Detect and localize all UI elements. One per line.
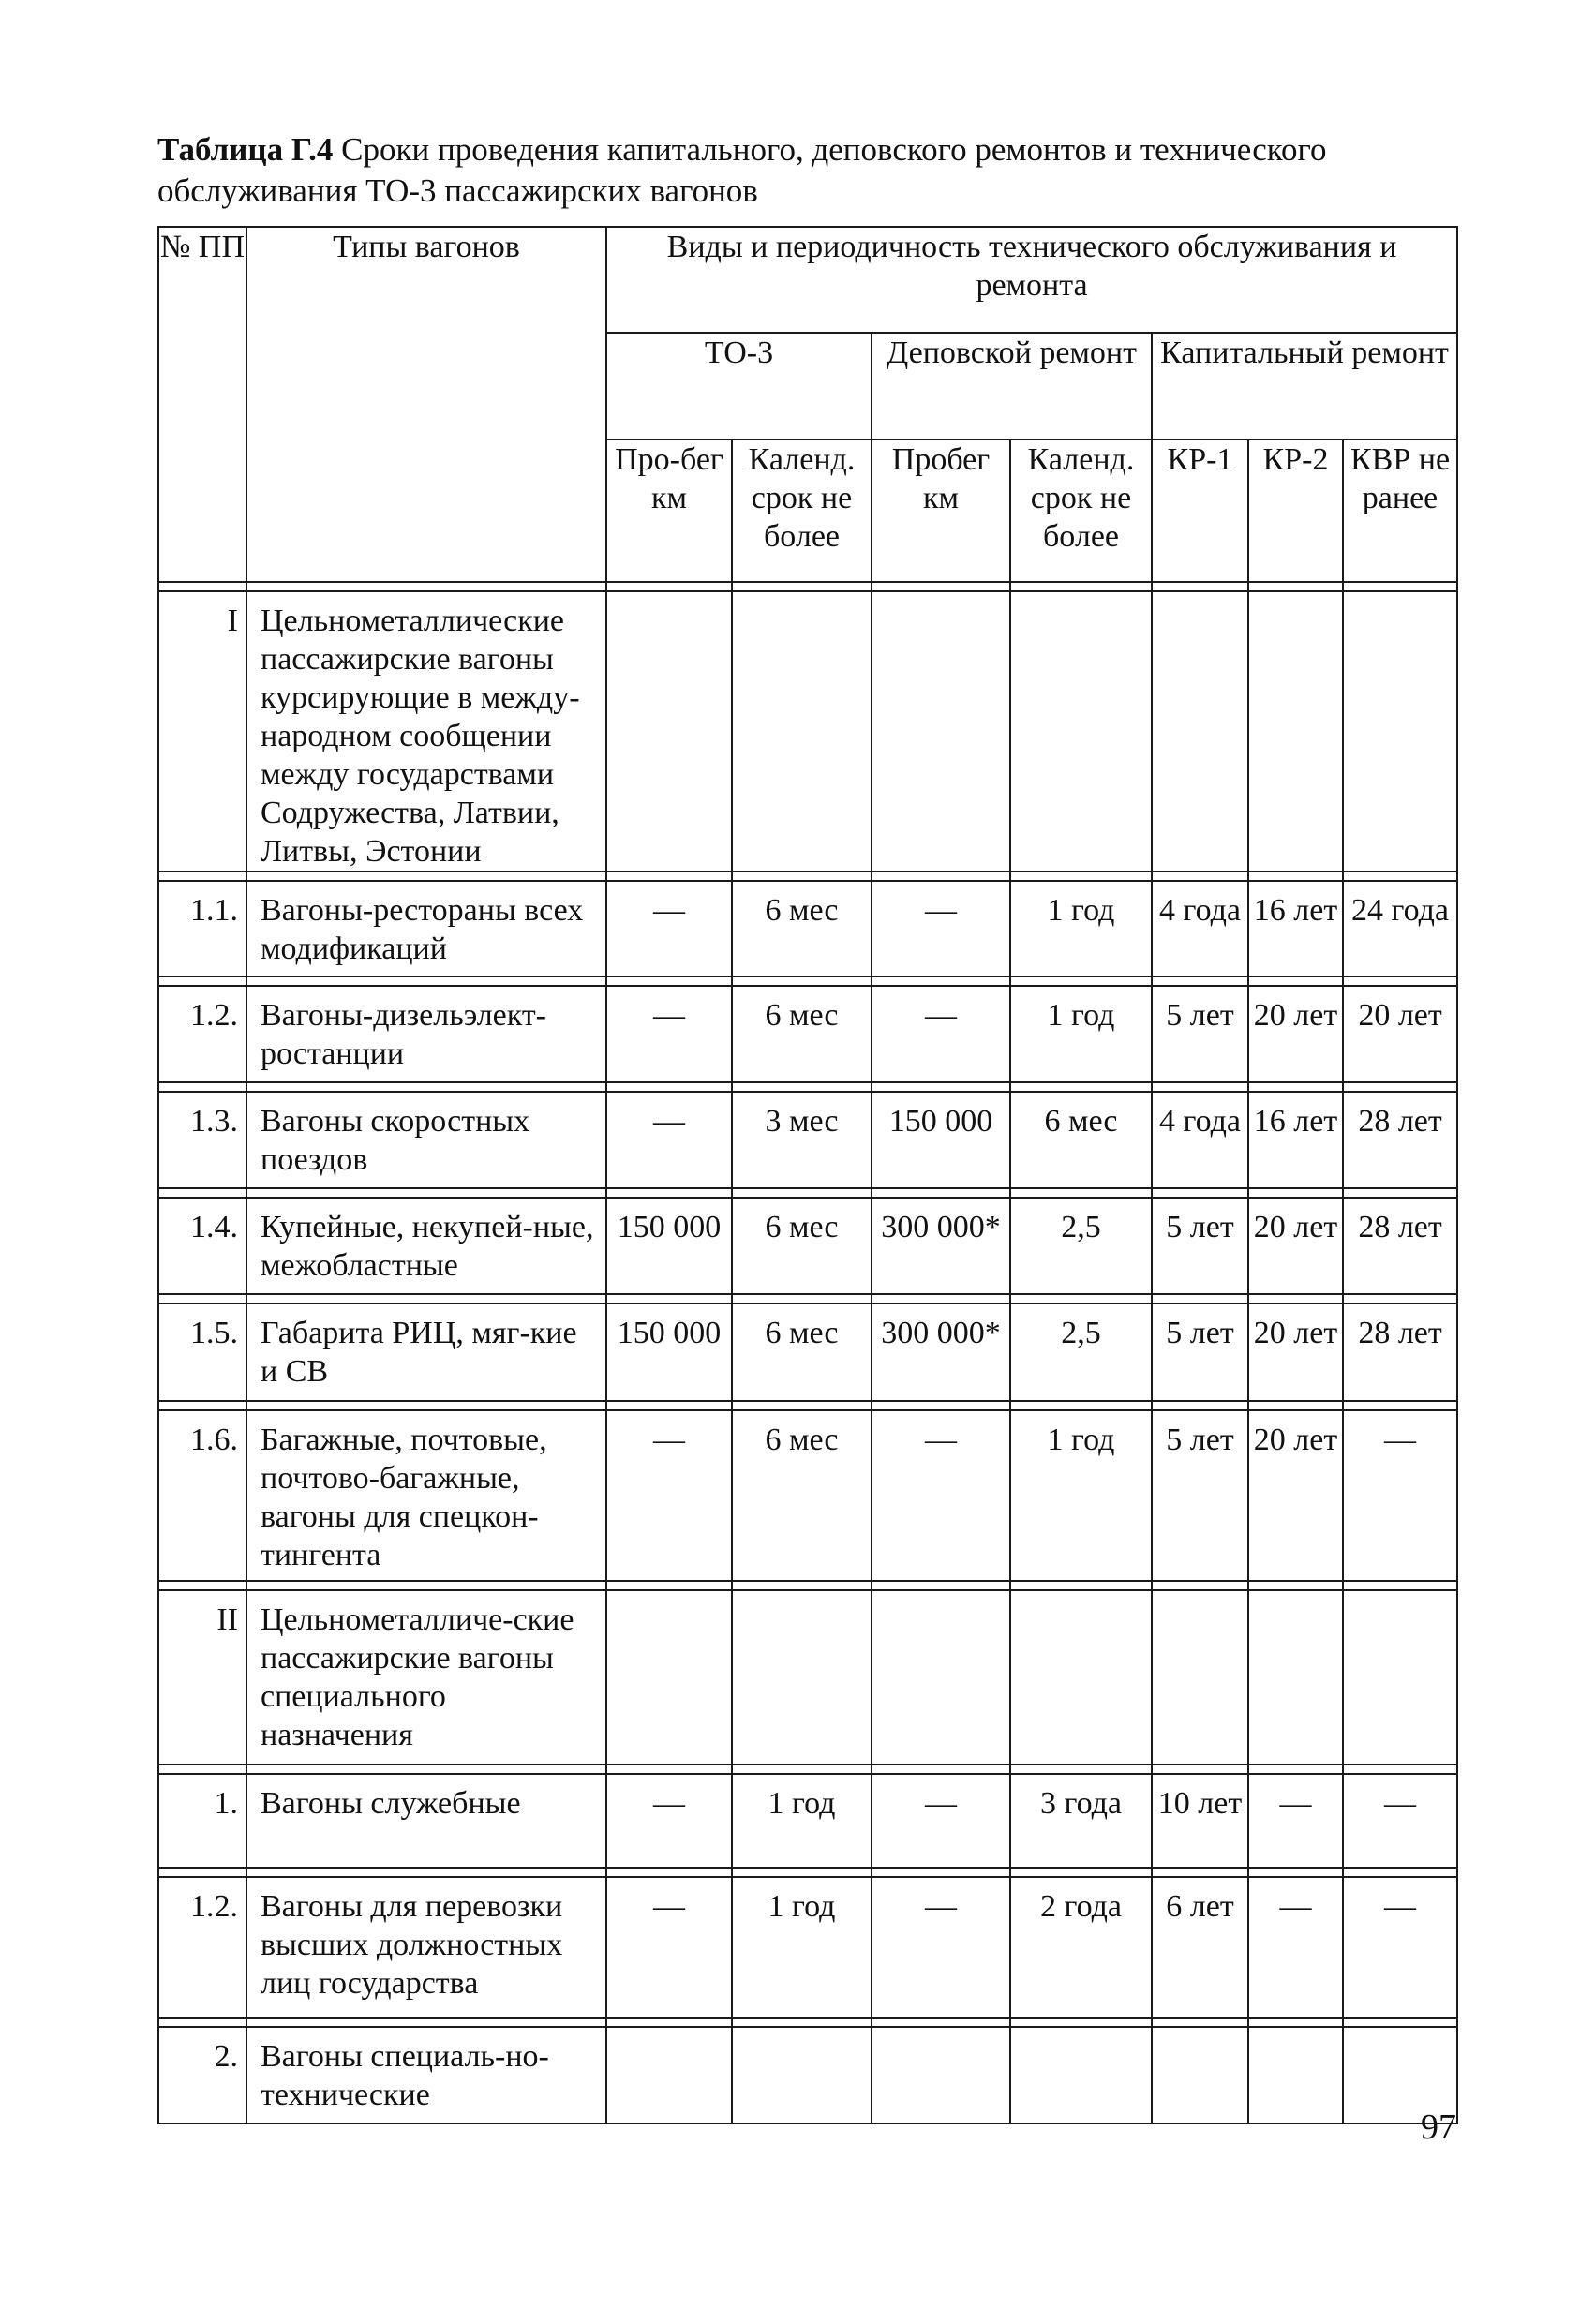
table-caption <box>157 129 1460 212</box>
value-cell: 20 лет <box>1248 986 1343 1082</box>
row-number: 1.5. <box>158 1304 246 1401</box>
header-types: Типы вагонов <box>246 227 606 582</box>
value-cell <box>872 2027 1010 2123</box>
value-cell: 300 000* <box>872 1198 1010 1294</box>
value-cell: 6 мес <box>1010 1092 1152 1188</box>
table-row <box>158 1410 1457 1581</box>
subheader-kr1: КР-1 <box>1152 439 1248 582</box>
table-row <box>158 1774 1457 1868</box>
value-cell: 20 лет <box>1343 986 1457 1082</box>
value-cell <box>606 1590 732 1765</box>
value-cell: 2,5 <box>1010 1304 1152 1401</box>
table-row <box>158 881 1457 976</box>
value-cell <box>1343 1590 1457 1765</box>
page-number: 97 <box>1421 2108 1456 2147</box>
row-number: 1.6. <box>158 1410 246 1581</box>
value-cell <box>732 591 872 872</box>
value-cell: — <box>872 1774 1010 1868</box>
wagon-type: Вагоны-дизельэлект-ростанции <box>246 986 606 1082</box>
value-cell: — <box>1343 1410 1457 1581</box>
value-cell <box>1010 1590 1152 1765</box>
header-capital: Капитальный ремонт <box>1152 333 1457 439</box>
value-cell: — <box>606 881 732 976</box>
value-cell: 5 лет <box>1152 1198 1248 1294</box>
value-cell: 5 лет <box>1152 986 1248 1082</box>
value-cell: 28 лет <box>1343 1092 1457 1188</box>
row-number: I <box>158 591 246 872</box>
value-cell <box>1010 591 1152 872</box>
wagon-type: Багажные, почтовые, почтово-багажные, вагоны для спецкон-тингента <box>246 1410 606 1581</box>
wagon-type: Вагоны служебные <box>246 1774 606 1868</box>
maintenance-table <box>157 226 1458 2124</box>
header-num: № ПП <box>158 227 246 582</box>
caption-label: Таблица Г.4 <box>157 131 334 168</box>
value-cell: 6 мес <box>732 1198 872 1294</box>
header-kinds: Виды и периодичность технического обслуживания и ремонта <box>606 227 1457 333</box>
table-row <box>158 1198 1457 1294</box>
value-cell: 2 года <box>1010 1877 1152 2018</box>
value-cell: 150 000 <box>606 1304 732 1401</box>
wagon-type: Вагоны-рестораны всех модификаций <box>246 881 606 976</box>
value-cell <box>732 2027 872 2123</box>
table-row <box>158 591 1457 872</box>
value-cell <box>1248 1590 1343 1765</box>
value-cell: 4 года <box>1152 881 1248 976</box>
value-cell: 16 лет <box>1248 881 1343 976</box>
value-cell: 1 год <box>732 1774 872 1868</box>
value-cell: — <box>606 1410 732 1581</box>
value-cell <box>1248 591 1343 872</box>
table-row <box>158 986 1457 1082</box>
value-cell: 2,5 <box>1010 1198 1152 1294</box>
subheader-to3-mileage: Про-бег км <box>606 439 732 582</box>
value-cell: 4 года <box>1152 1092 1248 1188</box>
header-depot: Деповской ремонт <box>872 333 1152 439</box>
subheader-to3-calendar: Календ. срок не более <box>732 439 872 582</box>
row-number: 1.1. <box>158 881 246 976</box>
value-cell: 28 лет <box>1343 1304 1457 1401</box>
row-number: 1.2. <box>158 1877 246 2018</box>
value-cell: 150 000 <box>872 1092 1010 1188</box>
value-cell: — <box>1343 1877 1457 2018</box>
value-cell: 20 лет <box>1248 1198 1343 1294</box>
row-number: 1.2. <box>158 986 246 1082</box>
wagon-type: Цельнометаллические пассажирские вагоны курсирующие в между-народном сообщении между государствами Содружества, Латвии, Литвы, Эстонии <box>246 591 606 872</box>
value-cell: 6 мес <box>732 881 872 976</box>
value-cell <box>1010 2027 1152 2123</box>
value-cell: 20 лет <box>1248 1304 1343 1401</box>
value-cell <box>1343 591 1457 872</box>
value-cell <box>872 1590 1010 1765</box>
value-cell <box>1152 1590 1248 1765</box>
value-cell: 1 год <box>1010 881 1152 976</box>
wagon-type: Вагоны скоростных поездов <box>246 1092 606 1188</box>
value-cell <box>732 1590 872 1765</box>
table-row <box>158 1590 1457 1765</box>
value-cell: — <box>606 1092 732 1188</box>
value-cell: 6 мес <box>732 1304 872 1401</box>
subheader-kvr: КВР не ранее <box>1343 439 1457 582</box>
row-number: 1. <box>158 1774 246 1868</box>
row-number: II <box>158 1590 246 1765</box>
wagon-type: Габарита РИЦ, мяг-кие и СВ <box>246 1304 606 1401</box>
value-cell: 20 лет <box>1248 1410 1343 1581</box>
value-cell: — <box>872 1877 1010 2018</box>
value-cell: 16 лет <box>1248 1092 1343 1188</box>
value-cell: — <box>606 1877 732 2018</box>
value-cell: 3 мес <box>732 1092 872 1188</box>
wagon-type: Цельнометалличе-ские пассажирские вагоны специального назначения <box>246 1590 606 1765</box>
value-cell: — <box>1248 1877 1343 2018</box>
value-cell <box>872 591 1010 872</box>
value-cell: 1 год <box>1010 1410 1152 1581</box>
value-cell: 150 000 <box>606 1198 732 1294</box>
value-cell: — <box>606 986 732 1082</box>
value-cell <box>606 2027 732 2123</box>
value-cell: — <box>1248 1774 1343 1868</box>
value-cell: — <box>872 986 1010 1082</box>
value-cell <box>606 591 732 872</box>
table-row <box>158 1304 1457 1401</box>
value-cell: 6 лет <box>1152 1877 1248 2018</box>
value-cell: 300 000* <box>872 1304 1010 1401</box>
table-row <box>158 1877 1457 2018</box>
header-to3: ТО-3 <box>606 333 872 439</box>
row-number: 2. <box>158 2027 246 2123</box>
value-cell: 5 лет <box>1152 1304 1248 1401</box>
wagon-type: Вагоны специаль-но-технические <box>246 2027 606 2123</box>
value-cell: — <box>872 881 1010 976</box>
value-cell: — <box>872 1410 1010 1581</box>
caption-text: Сроки проведения капитального, деповского ремонтов и технического обслуживания ТО-3 пассажирских вагонов <box>157 131 1327 209</box>
value-cell: 1 год <box>1010 986 1152 1082</box>
value-cell <box>1152 591 1248 872</box>
value-cell <box>1248 2027 1343 2123</box>
subheader-kr2: КР-2 <box>1248 439 1343 582</box>
subheader-depot-mileage: Пробег км <box>872 439 1010 582</box>
value-cell: 1 год <box>732 1877 872 2018</box>
value-cell: 10 лет <box>1152 1774 1248 1868</box>
value-cell: 24 года <box>1343 881 1457 976</box>
value-cell <box>1152 2027 1248 2123</box>
value-cell: 6 мес <box>732 1410 872 1581</box>
value-cell: 28 лет <box>1343 1198 1457 1294</box>
wagon-type: Вагоны для перевозки высших должностных лиц государства <box>246 1877 606 2018</box>
value-cell: 3 года <box>1010 1774 1152 1868</box>
subheader-depot-calendar: Календ. срок не более <box>1010 439 1152 582</box>
row-number: 1.4. <box>158 1198 246 1294</box>
value-cell: — <box>606 1774 732 1868</box>
table-row <box>158 1092 1457 1188</box>
row-number: 1.3. <box>158 1092 246 1188</box>
value-cell: — <box>1343 1774 1457 1868</box>
value-cell: 6 мес <box>732 986 872 1082</box>
wagon-type: Купейные, некупей-ные, межобластные <box>246 1198 606 1294</box>
table-row <box>158 2027 1457 2123</box>
value-cell: 5 лет <box>1152 1410 1248 1581</box>
